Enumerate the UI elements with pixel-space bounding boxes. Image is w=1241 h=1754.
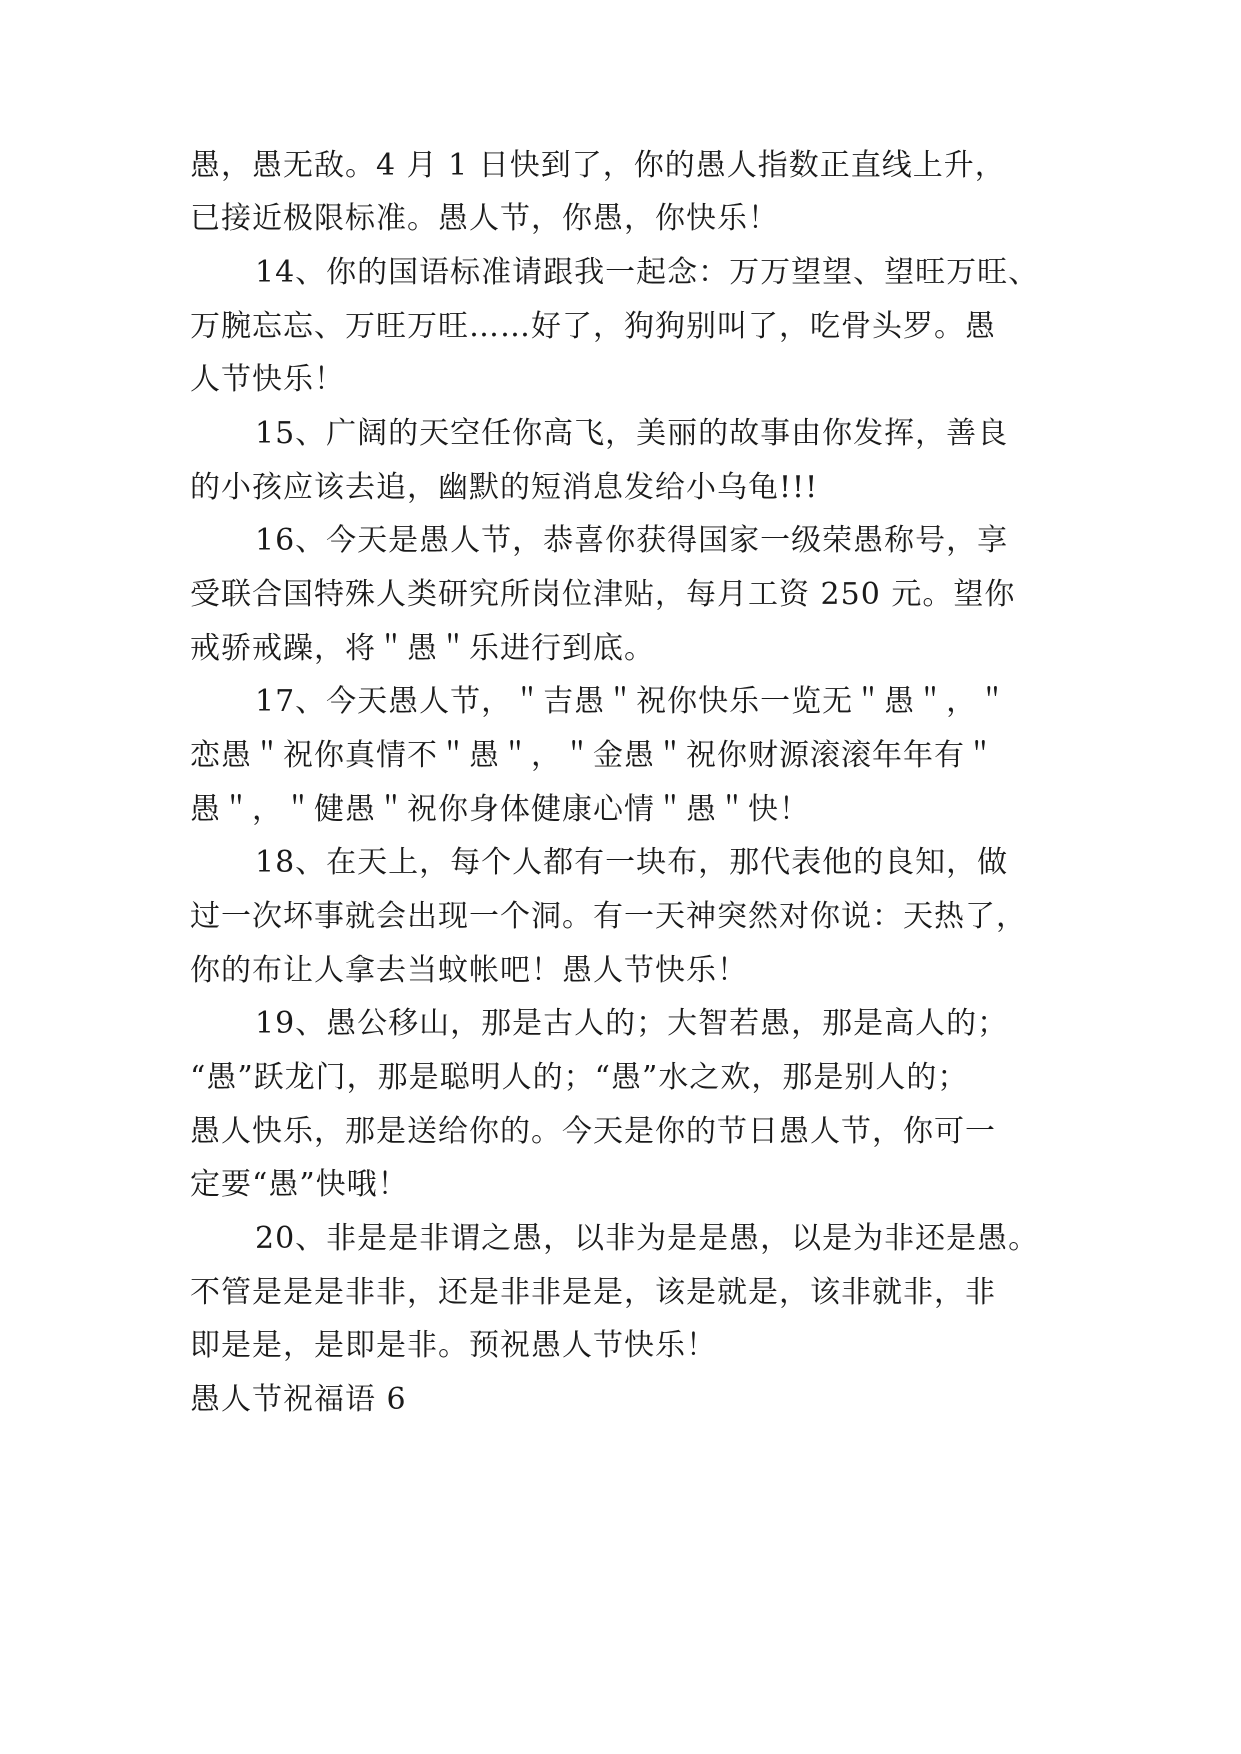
text-line: 14、你的国语标准请跟我一起念：万万望望、望旺万旺、 <box>255 255 1040 290</box>
text-line: 16、今天是愚人节，恭喜你获得国家一级荣愚称号，享 <box>255 523 1009 558</box>
text-line: 的小孩应该去追，幽默的短消息发给小乌龟!!! <box>190 470 819 505</box>
text-line: 人节快乐！ <box>190 362 345 397</box>
section-heading: 愚人节祝福语 6 <box>190 1382 407 1417</box>
text-line: 戒骄戒躁，将＂愚＂乐进行到底。 <box>190 631 655 666</box>
text-line: 万腕忘忘、万旺万旺……好了，狗狗别叫了，吃骨头罗。愚 <box>190 309 996 344</box>
text-line: 20、非是是非谓之愚，以非为是是愚，以是为非还是愚。 <box>255 1221 1040 1256</box>
text-line: “愚”跃龙门，那是聪明人的；“愚”水之欢，那是别人的； <box>190 1060 969 1095</box>
text-line: 不管是是是非非，还是非非是是，该是就是，该非就非，非 <box>190 1275 996 1310</box>
text-line: 受联合国特殊人类研究所岗位津贴，每月工资 250 元。望你 <box>190 577 1016 612</box>
text-line: 愚＂，＂健愚＂祝你身体健康心情＂愚＂快！ <box>190 792 810 827</box>
text-line: 你的布让人拿去当蚊帐吧！愚人节快乐！ <box>190 953 748 988</box>
text-line: 过一次坏事就会出现一个洞。有一天神突然对你说：天热了， <box>190 899 1027 934</box>
text-line: 已接近极限标准。愚人节，你愚，你快乐！ <box>190 201 779 236</box>
text-line: 17、今天愚人节，＂吉愚＂祝你快乐一览无＂愚＂，＂ <box>255 684 1009 719</box>
text-line: 恋愚＂祝你真情不＂愚＂，＂金愚＂祝你财源滚滚年年有＂ <box>190 738 996 773</box>
text-line: 18、在天上，每个人都有一块布，那代表他的良知，做 <box>255 845 1009 880</box>
text-line: 19、愚公移山，那是古人的；大智若愚，那是高人的； <box>255 1006 1009 1041</box>
text-line: 愚，愚无敌。4 月 1 日快到了，你的愚人指数正直线上升， <box>190 148 1006 183</box>
text-line: 定要“愚”快哦！ <box>190 1167 409 1202</box>
text-line: 15、广阔的天空任你高飞，美丽的故事由你发挥，善良 <box>255 416 1009 451</box>
text-line: 愚人快乐，那是送给你的。今天是你的节日愚人节，你可一 <box>190 1114 996 1149</box>
text-line: 即是是，是即是非。预祝愚人节快乐！ <box>190 1328 717 1363</box>
